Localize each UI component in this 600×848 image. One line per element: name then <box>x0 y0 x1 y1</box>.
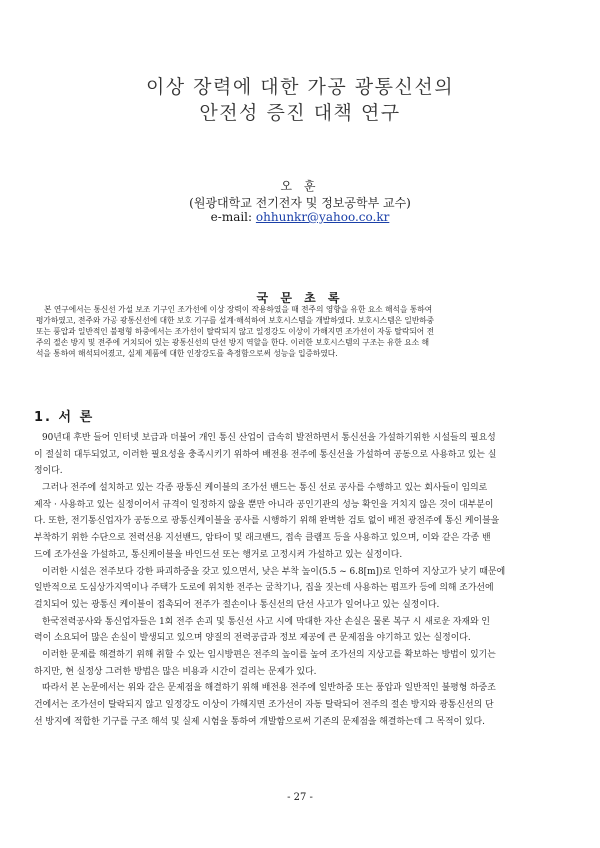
body-line: 부착하기 위한 수단으로 전력선용 지선밴드, 암타이 및 래크밴드, 접속 클램프 등을 사용하고 있으며, 이와 같은 각종 밴 <box>34 533 491 544</box>
body-line: 이러한 문제를 해결하기 위해 취할 수 있는 임시방편은 전주의 높이를 높여 조가선의 지상고를 확보하는 방법이 있기는 <box>42 649 496 660</box>
body-line: 그러나 전주에 설치하고 있는 각종 광통신 케이블의 조가선 밴드는 통신 선로 공사를 수행하고 있는 회사들이 임의로 <box>42 483 488 494</box>
body-line: 정이다. <box>34 466 63 477</box>
abstract-line: 석을 통하여 해석되어졌고, 실제 제품에 대한 인장강도를 측정함으로써 성능을 입증하였다. <box>36 349 338 358</box>
abstract-line: 평가하였고, 전주와 가공 광통신선에 대한 보호 기구를 설계·해석하여 보호시스템을 개발하였다. 보호시스템은 일반하중 <box>36 316 435 325</box>
introduction-body <box>34 430 568 730</box>
email-line <box>0 210 600 224</box>
body-line: 90년대 후반 들어 인터넷 보급과 더불어 개인 통신 산업이 급속히 발전하면서 통신선을 가설하기위한 시설들의 필요성 <box>42 433 496 443</box>
body-line: 제작 · 사용하고 있는 실정이어서 규격이 일정하지 않을 뿐만 아니라 공인기관의 성능 확인을 거치지 않은 것이 대부분이 <box>34 499 494 510</box>
email-label: e-mail: <box>210 210 253 224</box>
abstract-heading: 국 문 초 록 <box>256 291 344 305</box>
abstract-line: 본 연구에서는 통신선 가설 보조 기구인 조가선에 이상 장력이 작용하였을 때 전주의 영향을 유한 요소 해석을 통하여 <box>44 305 433 314</box>
email-link[interactable]: ohhunkr@yahoo.co.kr <box>255 210 390 224</box>
paper-title-line-1: 이상 장력에 대한 가공 광통신선의 <box>145 76 455 98</box>
body-line: 걸치되어 있는 광통신 케이블이 접촉되어 전주가 절손이나 통신선의 단선 사고가 일어나고 있는 실정이다. <box>34 599 440 610</box>
abstract-line: 주의 절손 방지 및 전주에 거치되어 있는 광통신선의 단선 방지 역할을 한다. 이러한 보호시스템의 구조는 유한 요소 해 <box>36 338 430 347</box>
body-line: 력이 소요되어 많은 손실이 발생되고 있으며 양질의 전력공급과 정보 제공에 큰 문제점을 야기하고 있는 실정이다. <box>34 633 471 644</box>
body-line: 건에서는 조가선이 탈락되지 않고 일정강도 이상이 가해지면 조가선이 자동 탈락되어 전주의 절손 방지와 광통신선의 단 <box>34 700 494 710</box>
body-line: 일반적으로 도심상가지역이나 주택가 도로에 위치한 전주는 굴착기나, 집을 짓는데 사용하는 펌프카 등에 의해 조가선에 <box>34 583 494 594</box>
body-line: 드에 조가선을 가설하고, 통신케이블을 바인드선 또는 행거로 고정시켜 가설하고 있는 실정이다. <box>34 549 403 560</box>
body-line: 따라서 본 논문에서는 위와 같은 문제점을 해결하기 위해 배전용 전주에 일반하중 또는 풍압과 일반적인 불평형 하중조 <box>42 683 496 694</box>
body-line: 이 절실히 대두되었고, 이러한 필요성을 충족시키기 위하여 배전용 전주에 통신선을 가설하여 공동으로 사용하고 있는 실 <box>34 449 497 460</box>
paper-title-line-2: 안전성 증진 대책 연구 <box>199 102 401 124</box>
author-name: 오 훈 <box>280 179 320 193</box>
page-number: - 27 - <box>287 792 313 803</box>
abstract-line: 또는 풍압과 일반적인 불평형 하중에서는 조가선이 탈락되지 않고 일정강도 이상이 가해지면 조가선이 자동 탈락되어 전 <box>36 327 435 336</box>
body-line: 선 방지에 적합한 기구를 구조 해석 및 실제 시험을 통하여 개발함으로써 기존의 문제점을 해결하는데 그 목적이 있다. <box>34 716 485 727</box>
body-line: 한국전력공사와 통신업자들은 1회 전주 손괴 및 통신선 사고 시에 막대한 자산 손실은 물론 복구 시 새로운 자재와 인 <box>42 616 490 627</box>
section-heading-introduction: 1. 서 론 <box>34 410 95 425</box>
body-line: 이러한 시설은 전주보다 강한 파괴하중을 갖고 있으면서, 낮은 부착 높이(5.5 ~ 6.8[m])로 인하여 지상고가 낮기 때문에 <box>42 566 506 577</box>
author-affiliation: (원광대학교 전기전자 및 정보공학부 교수) <box>189 196 411 210</box>
abstract-body <box>36 304 564 359</box>
body-line: 다. 또한, 전기통신업자가 공동으로 광통신케이블을 공사를 시행하기 위해 완벽한 검토 없이 배전 광전주에 통신 케이블을 <box>34 516 500 527</box>
body-line: 하지만, 현 실정상 그러한 방법은 많은 비용과 시간이 걸리는 문제가 있다. <box>34 666 317 677</box>
